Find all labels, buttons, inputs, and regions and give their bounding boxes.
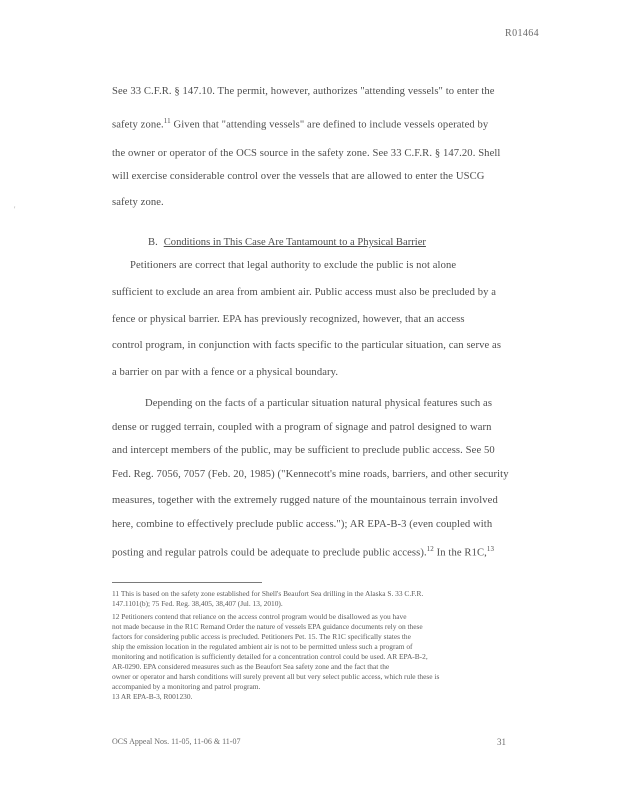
footnote-divider <box>112 582 262 583</box>
paragraph-line: Depending on the facts of a particular situation natural physical features such as <box>145 398 493 409</box>
patrols-text: posting and regular patrols could be adequate to preclude public access). <box>112 547 427 559</box>
footnote-line: ship the emission location in the regulated ambient air is not to be permitted unless such a program of <box>112 642 413 651</box>
paragraph-line: sufficient to exclude an area from ambient air. Public access must also be precluded by a <box>112 287 497 298</box>
paragraph-line: fence or physical barrier. EPA has previously recognized, however, that an access <box>112 314 465 325</box>
body-line: safety zone. <box>112 197 164 208</box>
section-heading <box>148 237 426 248</box>
footnote-line: accompanied by a monitoring and patrol program. <box>112 682 261 691</box>
safety-zone-continuation: Given that "attending vessels" are defined to include vessels operated by <box>170 119 489 131</box>
paragraph-line: dense or rugged terrain, coupled with a program of signage and patrol designed to warn <box>112 422 492 433</box>
paragraph-line: here, combine to effectively preclude public access."); AR EPA-B-3 (even coupled with <box>112 519 493 530</box>
body-line: will exercise considerable control over the vessels that are allowed to enter the USCG <box>112 171 485 182</box>
page-number: 31 <box>497 737 506 747</box>
footnote-line: 13 AR EPA-B-3, R001230. <box>112 692 193 701</box>
page-identifier: R01464 <box>505 28 540 39</box>
footnote-line: 11 This is based on the safety zone established for Shell's Beaufort Sea drilling in the Alaska S. 33 C.F.R. <box>112 589 424 598</box>
paragraph-line: Petitioners are correct that legal authority to exclude the public is not alone <box>130 260 457 271</box>
footnote-line: 147.1101(b); 75 Fed. Reg. 38,405, 38,407 (Jul. 13, 2010). <box>112 599 283 608</box>
r1c-text: In the R1C, <box>436 547 487 559</box>
footnote-ref-12: 12 <box>426 545 434 553</box>
footnote-line: factors for considering public access is precluded. Petitioners Pet. 15. The R1C specifically states the <box>112 632 411 641</box>
paragraph-line: control program, in conjunction with facts specific to the particular situation, can serve as <box>112 340 502 351</box>
footnote-ref-11: 11 <box>163 117 171 125</box>
margin-mark: ' <box>14 205 16 214</box>
footnote-line: not made because in the R1C Remand Order the nature of vessels EPA guidance documents rely on these <box>112 622 423 631</box>
footnote-line: 12 Petitioners contend that reliance on the access control program would be disallowed as you have <box>112 612 407 621</box>
body-line: See 33 C.F.R. § 147.10. The permit, however, authorizes "attending vessels" to enter the <box>112 86 495 97</box>
footer-case-label: OCS Appeal Nos. 11-05, 11-06 & 11-07 <box>112 737 241 746</box>
body-line <box>112 117 488 131</box>
paragraph-line: a barrier on par with a fence or a physical boundary. <box>112 367 339 378</box>
footnote-line: AR-0290. EPA considered measures such as the Beaufort Sea safety zone and the fact that the <box>112 662 390 671</box>
safety-zone-text: safety zone. <box>112 119 164 131</box>
body-line: the owner or operator of the OCS source in the safety zone. See 33 C.F.R. § 147.20. Shell <box>112 148 501 159</box>
footnote-line: monitoring and notification is sufficiently detailed for a concentration control could be used. AR EPA-B-2, <box>112 652 428 661</box>
paragraph-line: Fed. Reg. 7056, 7057 (Feb. 20, 1985) ("Kennecott's mine roads, barriers, and other security <box>112 469 509 480</box>
section-heading-title: Conditions in This Case Are Tantamount to a Physical Barrier <box>163 237 426 248</box>
footnote-ref-13: 13 <box>486 545 495 553</box>
section-heading-letter: B. <box>148 237 158 248</box>
paragraph-line: measures, together with the extremely rugged nature of the mountainous terrain involved <box>112 495 498 506</box>
paragraph-line: and intercept members of the public, may be sufficient to preclude public access. See 50 <box>112 445 495 456</box>
paragraph-line <box>112 545 494 559</box>
footnote-line: owner or operator and harsh conditions will surely prevent all but very select public access, which rule these is <box>112 672 440 681</box>
